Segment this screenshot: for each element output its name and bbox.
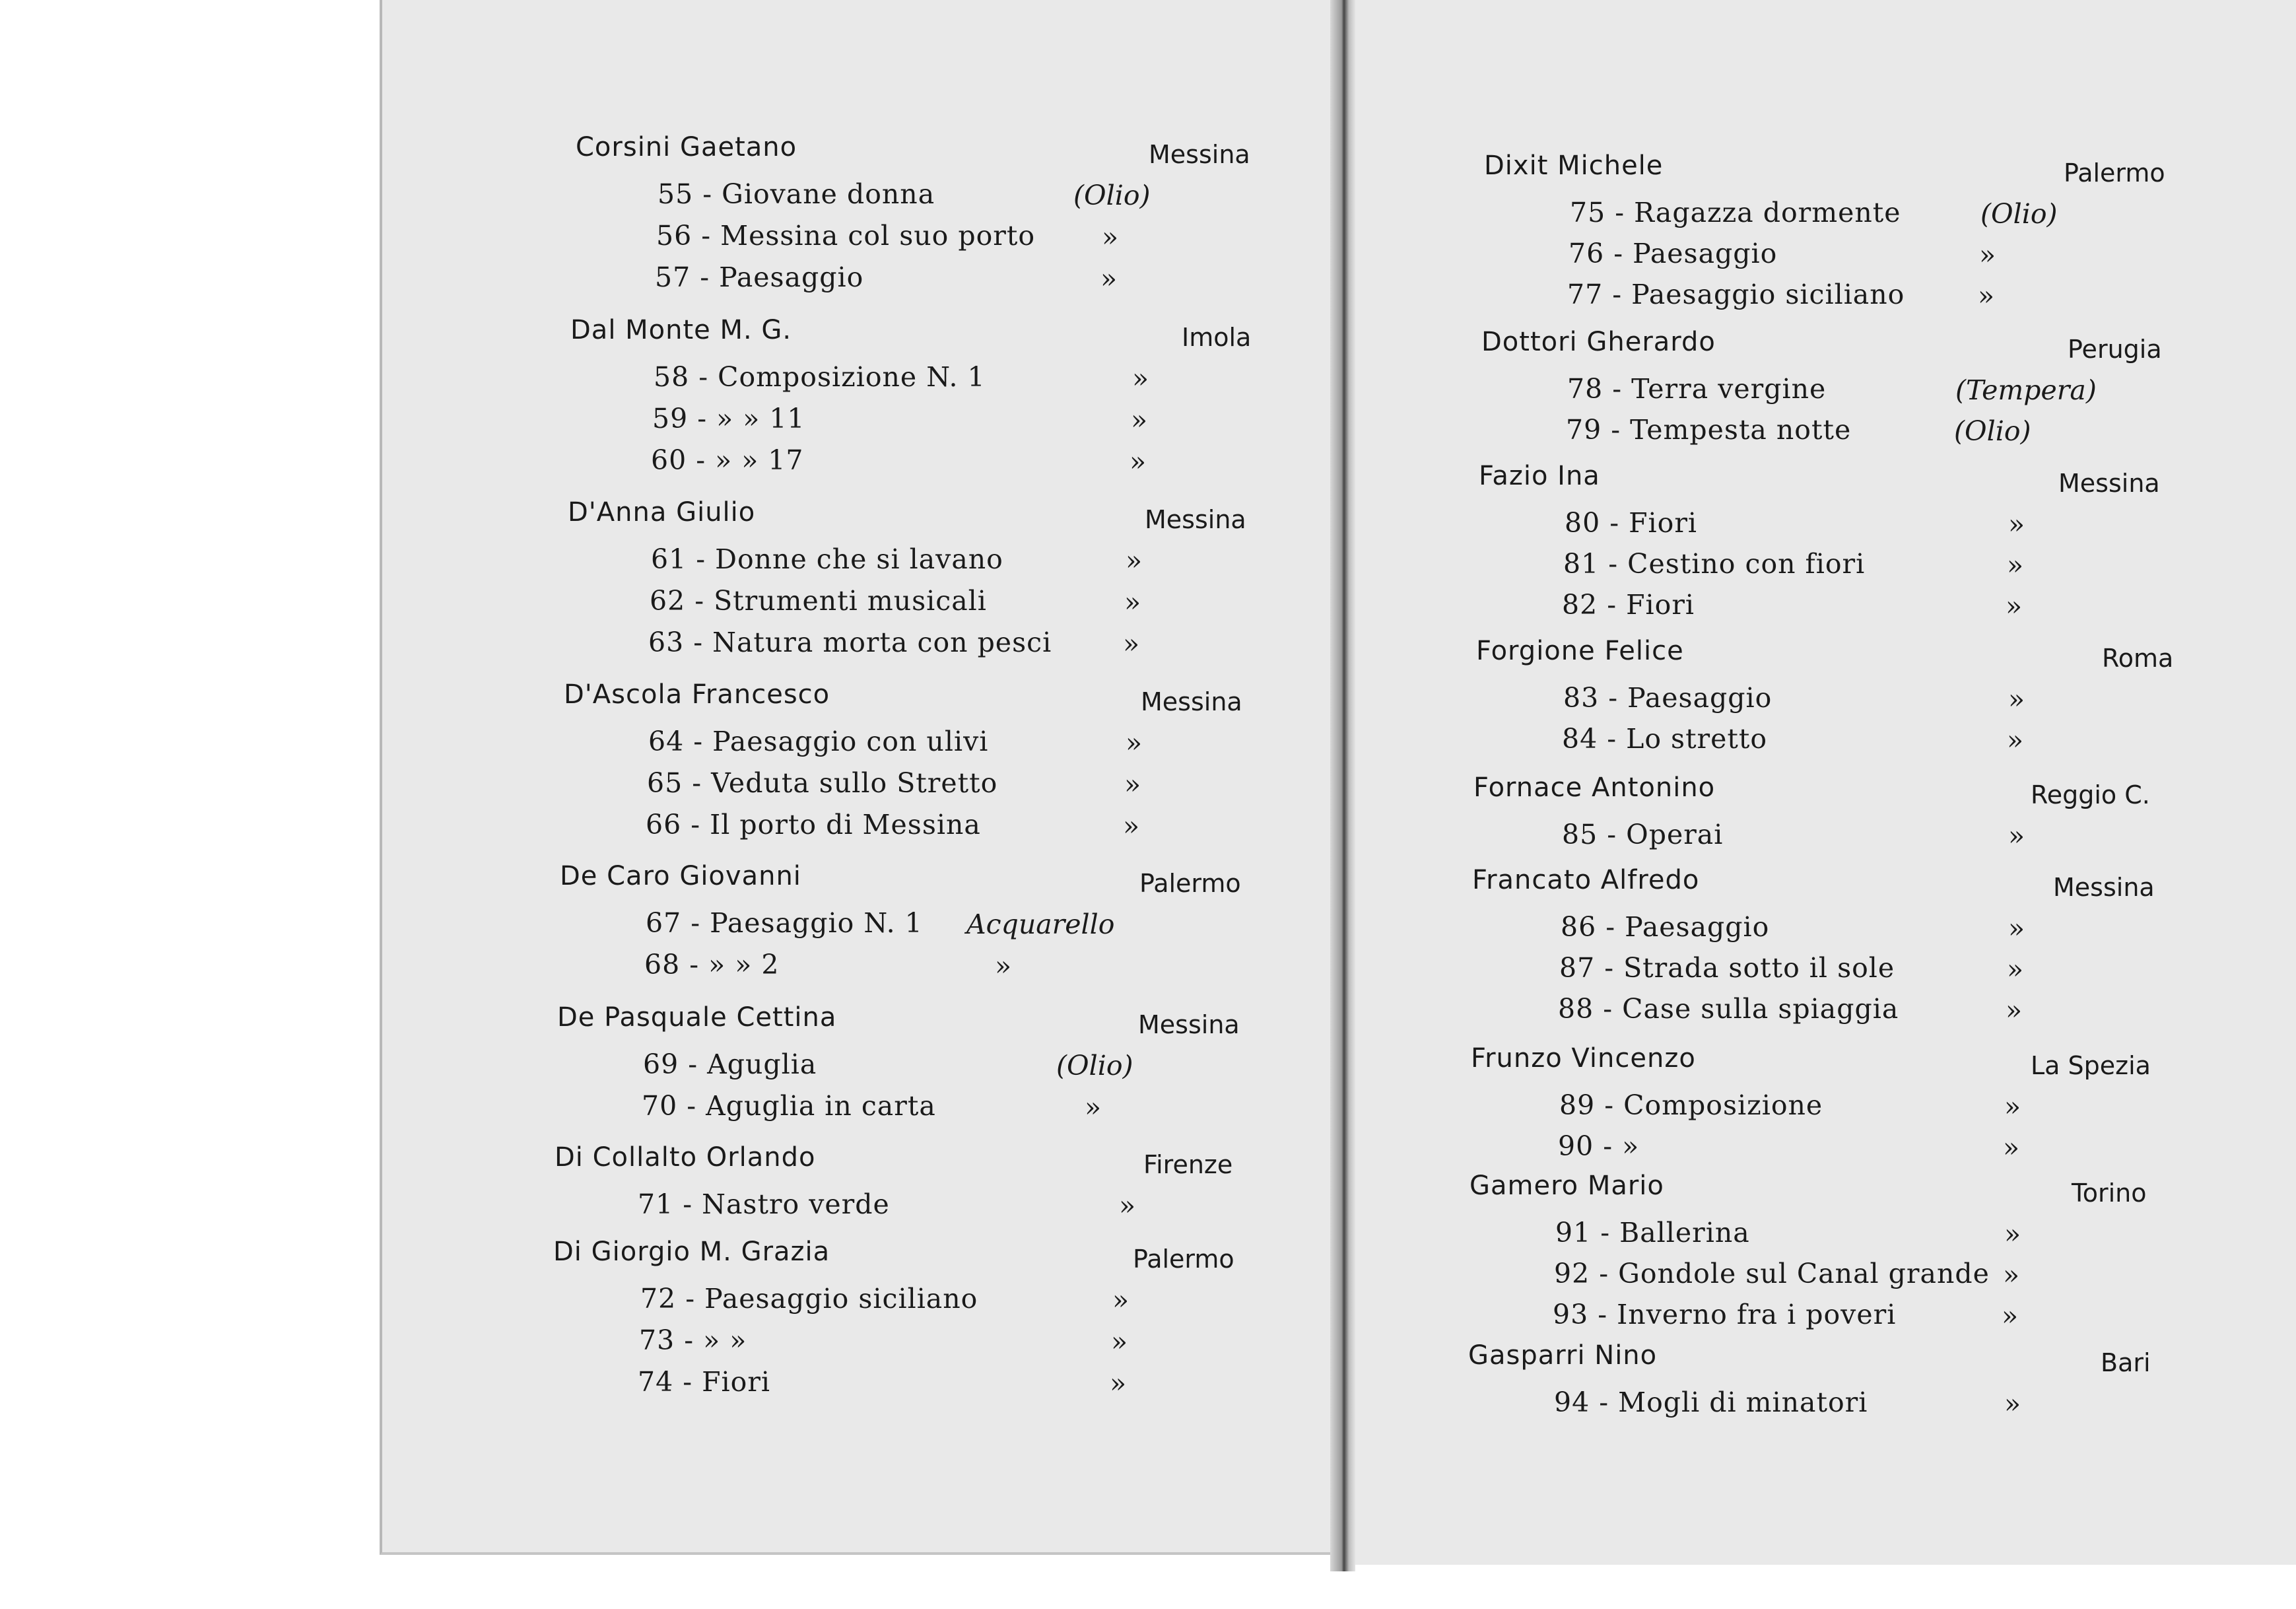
artwork-medium: »: [2004, 1388, 2021, 1420]
artwork-title: 64 - Paesaggio con ulivi: [648, 726, 989, 757]
artist-name: De Caro Giovanni: [560, 861, 801, 891]
artwork-title: 60 - » » 17: [651, 444, 804, 476]
artwork-title: 76 - Paesaggio: [1569, 238, 1778, 269]
artwork-title: 85 - Operai: [1562, 819, 1724, 850]
artwork-medium: »: [1130, 446, 1147, 477]
artist-name: Francato Alfredo: [1472, 865, 1700, 895]
artwork-title: 62 - Strumenti musicali: [650, 585, 987, 617]
artwork-title: 91 - Ballerina: [1555, 1217, 1750, 1249]
artist-city: Messina: [2058, 469, 2160, 498]
artist-city: Messina: [1149, 140, 1250, 169]
artist-name: D'Ascola Francesco: [564, 679, 830, 710]
artist-name: Gasparri Nino: [1468, 1340, 1658, 1371]
artist-name: Fornace Antonino: [1473, 772, 1716, 803]
artwork-medium: »: [1126, 545, 1143, 576]
artwork-title: 74 - Fiori: [638, 1366, 771, 1398]
artwork-title: 69 - Aguglia: [643, 1048, 817, 1080]
artwork-title: 67 - Paesaggio N. 1: [646, 907, 923, 939]
book-gutter: [1330, 0, 1355, 1571]
artwork-medium: »: [2008, 508, 2025, 540]
artwork-title: 82 - Fiori: [1562, 589, 1695, 621]
artwork-title: 92 - Gondole sul Canal grande: [1554, 1258, 1990, 1289]
artist-city: Palermo: [1139, 869, 1241, 898]
artist-city: Messina: [2053, 873, 2155, 902]
artist-name: D'Anna Giulio: [568, 497, 756, 528]
artwork-medium: »: [1126, 727, 1143, 759]
artwork-medium: »: [1110, 1367, 1127, 1399]
artist-city: La Spezia: [2031, 1051, 2151, 1080]
artwork-title: 75 - Ragazza dormente: [1570, 197, 1901, 228]
artwork-title: 87 - Strada sotto il sole: [1559, 952, 1895, 984]
artwork-title: 72 - Paesaggio siciliano: [640, 1283, 978, 1315]
artwork-title: 68 - » » 2: [644, 949, 780, 980]
artwork-title: 89 - Composizione: [1559, 1089, 1823, 1121]
artist-city: Imola: [1182, 323, 1252, 352]
artist-name: Dottori Gherardo: [1481, 327, 1716, 357]
artwork-medium: »: [1111, 1326, 1128, 1357]
artist-city: Palermo: [1133, 1245, 1234, 1274]
artwork-title: 56 - Messina col suo porto: [656, 220, 1036, 252]
artist-city: Bari: [2101, 1348, 2151, 1377]
artist-name: Fazio Ina: [1479, 461, 1600, 491]
artist-name: Dal Monte M. G.: [570, 315, 792, 345]
artwork-title: 80 - Fiori: [1565, 507, 1698, 539]
artwork-medium: »: [1119, 1190, 1136, 1221]
artwork-medium: (Olio): [1056, 1050, 1133, 1081]
artwork-title: 79 - Tempesta notte: [1566, 414, 1852, 446]
artwork-title: 70 - Aguglia in carta: [642, 1090, 936, 1122]
artist-name: Gamero Mario: [1469, 1171, 1664, 1201]
artwork-medium: »: [2007, 724, 2024, 756]
artwork-title: 94 - Mogli di minatori: [1554, 1386, 1868, 1418]
artwork-medium: »: [2004, 1091, 2021, 1122]
artwork-medium: (Olio): [1954, 415, 2031, 447]
artwork-medium: »: [2002, 1300, 2019, 1332]
artist-name: Di Collalto Orlando: [555, 1142, 816, 1173]
artwork-medium: »: [2007, 953, 2024, 985]
artwork-title: 55 - Giovane donna: [658, 178, 935, 210]
artwork-title: 78 - Terra vergine: [1567, 373, 1827, 405]
artwork-medium: (Olio): [1980, 198, 2058, 230]
artwork-medium: »: [2004, 1218, 2021, 1250]
artwork-title: 71 - Nastro verde: [638, 1188, 890, 1220]
artwork-medium: »: [1100, 263, 1118, 294]
artist-city: Messina: [1145, 505, 1246, 534]
artist-city: Messina: [1138, 1010, 1240, 1039]
artist-name: Forgione Felice: [1476, 636, 1684, 666]
artwork-medium: »: [995, 950, 1012, 982]
artwork-title: 65 - Veduta sullo Stretto: [647, 767, 998, 799]
artwork-title: 61 - Donne che si lavano: [651, 543, 1003, 575]
artwork-medium: (Tempera): [1955, 374, 2097, 406]
artwork-title: 73 - » »: [639, 1324, 747, 1356]
artist-name: De Pasquale Cettina: [557, 1002, 837, 1033]
artist-city: Reggio C.: [2031, 780, 2150, 809]
artwork-medium: »: [1978, 280, 1995, 312]
artwork-medium: »: [1124, 769, 1141, 800]
artwork-title: 84 - Lo stretto: [1562, 723, 1768, 755]
artwork-title: 58 - Composizione N. 1: [654, 361, 986, 393]
artwork-medium: »: [1132, 362, 1149, 394]
artwork-medium: (Olio): [1073, 180, 1151, 211]
artwork-medium: »: [2006, 590, 2023, 622]
artist-name: Dixit Michele: [1484, 151, 1664, 181]
artist-city: Roma: [2102, 644, 2174, 673]
artist-name: Di Giorgio M. Grazia: [553, 1237, 830, 1267]
artwork-title: 63 - Natura morta con pesci: [648, 627, 1052, 658]
artist-city: Torino: [2072, 1179, 2147, 1208]
artwork-medium: Acquarello: [966, 908, 1115, 940]
artwork-medium: »: [1123, 628, 1140, 660]
artwork-title: 83 - Paesaggio: [1563, 682, 1773, 714]
artwork-title: 81 - Cestino con fiori: [1563, 548, 1866, 580]
artist-name: Corsini Gaetano: [576, 132, 797, 162]
artwork-title: 86 - Paesaggio: [1561, 911, 1770, 943]
artist-city: Palermo: [2064, 158, 2165, 188]
artwork-title: 66 - Il porto di Messina: [646, 809, 981, 840]
artwork-medium: »: [2003, 1132, 2020, 1163]
artwork-medium: »: [2008, 683, 2025, 715]
artwork-medium: »: [1979, 239, 1996, 271]
artwork-title: 59 - » » 11: [652, 403, 805, 434]
artist-name: Frunzo Vincenzo: [1471, 1043, 1696, 1074]
artwork-title: 57 - Paesaggio: [655, 261, 864, 293]
artwork-medium: »: [1123, 810, 1140, 842]
artwork-title: 88 - Case sulla spiaggia: [1558, 993, 1899, 1025]
artwork-medium: »: [2006, 994, 2023, 1026]
artwork-medium: »: [1085, 1091, 1102, 1123]
artwork-medium: »: [1112, 1284, 1130, 1316]
artwork-title: 77 - Paesaggio siciliano: [1567, 279, 1905, 310]
artwork-medium: »: [1102, 221, 1119, 253]
artist-city: Messina: [1141, 687, 1242, 716]
artwork-medium: »: [2008, 820, 2025, 852]
artwork-title: 90 - »: [1558, 1130, 1640, 1162]
artwork-medium: »: [2003, 1259, 2020, 1291]
artist-city: Perugia: [2068, 335, 2162, 364]
artwork-medium: »: [2008, 912, 2025, 944]
artwork-medium: »: [1124, 586, 1141, 618]
artist-city: Firenze: [1143, 1150, 1233, 1179]
artwork-medium: »: [2007, 549, 2024, 581]
artwork-title: 93 - Inverno fra i poveri: [1553, 1299, 1897, 1330]
artwork-medium: »: [1131, 404, 1148, 436]
